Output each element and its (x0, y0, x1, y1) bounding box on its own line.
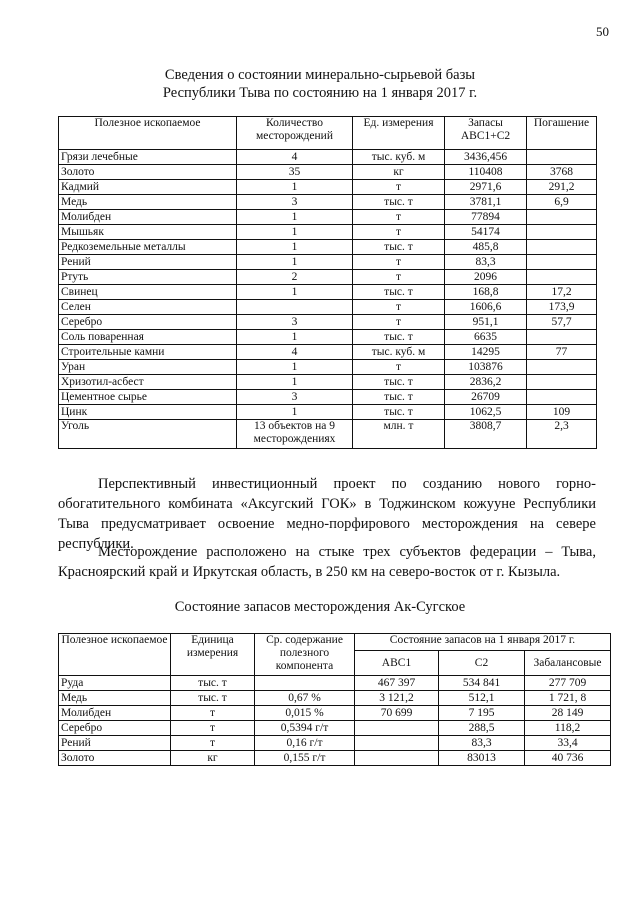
table1-cell-deposits: 3 (237, 390, 353, 405)
table1-cell-reserves: 485,8 (445, 240, 527, 255)
table1-cell-deposits: 3 (237, 195, 353, 210)
table2-row (59, 751, 611, 766)
table1-cell-mineral: Цинк (59, 405, 237, 420)
table2-cell-off-balance: 40 736 (525, 751, 611, 766)
table1-cell-mineral: Мышьяк (59, 225, 237, 240)
table2-cell-content: 0,16 г/т (255, 736, 355, 751)
table2-header-content: Ср. содержание полезного компонента (255, 634, 355, 676)
table1-cell-mineral: Грязи лечебные (59, 150, 237, 165)
table2-cell-c2: 83013 (439, 751, 525, 766)
table1-cell-mineral: Медь (59, 195, 237, 210)
table1-cell-reserves: 3808,7 (445, 420, 527, 449)
table1-row (59, 420, 597, 449)
table1-cell-depletion (527, 390, 597, 405)
table1-row (59, 150, 597, 165)
table1-row (59, 390, 597, 405)
table1-cell-mineral: Соль поваренная (59, 330, 237, 345)
table2-cell-c2: 534 841 (439, 676, 525, 691)
table1-cell-depletion (527, 255, 597, 270)
table1-header-reserves: Запасы АВС1+С2 (445, 117, 527, 150)
table2-row (59, 676, 611, 691)
table2-cell-abc1 (355, 751, 439, 766)
table1-cell-deposits: 1 (237, 375, 353, 390)
table1-cell-deposits: 35 (237, 165, 353, 180)
location-paragraph: Месторождение расположено на стыке трех субъектов федерации – Тыва, Красноярский край и Иркутская область, в 250 км на северо-восток от г. Кызыла. (58, 544, 596, 580)
table1-title-line2: Республики Тыва по состоянию на 1 января 2017 г. (162, 85, 478, 101)
table1-row (59, 180, 597, 195)
table1-header-depletion: Погашение (527, 117, 597, 150)
table1-cell-depletion (527, 225, 597, 240)
table2-cell-abc1: 3 121,2 (355, 691, 439, 706)
table1-cell-mineral: Строительные камни (59, 345, 237, 360)
table1-cell-depletion (527, 270, 597, 285)
table1-cell-unit: тыс. куб. м (353, 150, 445, 165)
table1-cell-depletion: 3768 (527, 165, 597, 180)
table1-cell-deposits: 1 (237, 255, 353, 270)
table1-cell-deposits: 2 (237, 270, 353, 285)
table1-header-row (59, 117, 597, 150)
table1-cell-deposits (237, 300, 353, 315)
table1-row (59, 210, 597, 225)
table1-row (59, 270, 597, 285)
table2-header-reserves: Состояние запасов на 1 января 2017 г. (355, 634, 611, 651)
table2-cell-unit: т (171, 706, 255, 721)
table1-row (59, 360, 597, 375)
table2-cell-off-balance: 28 149 (525, 706, 611, 721)
table1-cell-deposits: 13 объектов на 9 месторождениях (237, 420, 353, 449)
table1-cell-reserves: 103876 (445, 360, 527, 375)
table1-cell-reserves: 26709 (445, 390, 527, 405)
table1-cell-unit: тыс. т (353, 390, 445, 405)
table2-cell-mineral: Руда (59, 676, 171, 691)
table1-cell-mineral: Ртуть (59, 270, 237, 285)
table1-row (59, 345, 597, 360)
table2-cell-unit: тыс. т (171, 691, 255, 706)
table1-row (59, 240, 597, 255)
table2-cell-mineral: Молибден (59, 706, 171, 721)
page-number: 50 (596, 24, 609, 39)
table1-cell-reserves: 3781,1 (445, 195, 527, 210)
table1-cell-deposits: 1 (237, 210, 353, 225)
table1-cell-depletion (527, 150, 597, 165)
table1-cell-depletion: 57,7 (527, 315, 597, 330)
table1-cell-deposits: 1 (237, 180, 353, 195)
ak-sug-reserves-table (58, 633, 611, 766)
table1-cell-deposits: 1 (237, 225, 353, 240)
table2-row (59, 721, 611, 736)
table2-cell-mineral: Рений (59, 736, 171, 751)
table2-cell-off-balance: 1 721, 8 (525, 691, 611, 706)
table2-header-abc1: АВС1 (355, 651, 439, 676)
table1-cell-depletion: 291,2 (527, 180, 597, 195)
table2-cell-content: 0,5394 г/т (255, 721, 355, 736)
table1-cell-depletion: 2,3 (527, 420, 597, 449)
table1-cell-reserves: 54174 (445, 225, 527, 240)
table1-cell-depletion: 17,2 (527, 285, 597, 300)
table1-cell-unit: т (353, 225, 445, 240)
table1-cell-reserves: 168,8 (445, 285, 527, 300)
table2-header-row (59, 634, 611, 651)
table1-row (59, 315, 597, 330)
table1-cell-depletion (527, 360, 597, 375)
table1-cell-depletion: 6,9 (527, 195, 597, 210)
table1-cell-unit: тыс. т (353, 195, 445, 210)
table1-cell-deposits: 1 (237, 330, 353, 345)
table1-cell-unit: тыс. т (353, 375, 445, 390)
table1-cell-mineral: Серебро (59, 315, 237, 330)
table2-header-unit: Единица измерения (171, 634, 255, 676)
table2-cell-content: 0,015 % (255, 706, 355, 721)
table1-row (59, 330, 597, 345)
table1-cell-unit: кг (353, 165, 445, 180)
table1-cell-reserves: 83,3 (445, 255, 527, 270)
table1-cell-mineral: Молибден (59, 210, 237, 225)
table2-cell-off-balance: 33,4 (525, 736, 611, 751)
table1-cell-mineral: Свинец (59, 285, 237, 300)
table2-header-c2: С2 (439, 651, 525, 676)
table1-cell-unit: млн. т (353, 420, 445, 449)
table2-cell-unit: тыс. т (171, 676, 255, 691)
table1-cell-depletion (527, 210, 597, 225)
table1-row (59, 375, 597, 390)
table1-cell-reserves: 951,1 (445, 315, 527, 330)
table2-cell-content (255, 676, 355, 691)
table2-cell-content: 0,155 г/т (255, 751, 355, 766)
table1-cell-reserves: 3436,456 (445, 150, 527, 165)
table1-row (59, 285, 597, 300)
table2-header-off-balance: Забалансовые (525, 651, 611, 676)
table1-cell-reserves: 6635 (445, 330, 527, 345)
investment-paragraph: Перспективный инвестиционный проект по созданию нового горно-обогатительного комбината «Аксугский ГОК» в Тоджинском кожууне Республики Тыва предусматривает освоение медно-порфирового месторождения на севере республики. (58, 476, 596, 552)
table2-cell-c2: 7 195 (439, 706, 525, 721)
table1-cell-reserves: 2971,6 (445, 180, 527, 195)
table1-cell-depletion: 77 (527, 345, 597, 360)
table1-cell-deposits: 3 (237, 315, 353, 330)
table2-cell-off-balance: 277 709 (525, 676, 611, 691)
table2-row (59, 706, 611, 721)
table1-cell-mineral: Селен (59, 300, 237, 315)
table2-cell-unit: т (171, 721, 255, 736)
table2-header-mineral: Полезное ископаемое (59, 634, 171, 676)
table1-row (59, 195, 597, 210)
table2-row (59, 691, 611, 706)
table2-cell-unit: т (171, 736, 255, 751)
table2-cell-abc1 (355, 721, 439, 736)
table1-cell-unit: тыс. т (353, 240, 445, 255)
table1-header-mineral: Полезное ископаемое (59, 117, 237, 150)
table2-cell-mineral: Серебро (59, 721, 171, 736)
table1-cell-unit: тыс. т (353, 330, 445, 345)
table1-cell-deposits: 4 (237, 150, 353, 165)
table1-cell-unit: т (353, 180, 445, 195)
table2-cell-unit: кг (171, 751, 255, 766)
table1-cell-depletion (527, 240, 597, 255)
table1-cell-deposits: 1 (237, 405, 353, 420)
table2-cell-c2: 288,5 (439, 721, 525, 736)
table2-cell-off-balance: 118,2 (525, 721, 611, 736)
table1-header-deposits: Количество месторождений (237, 117, 353, 150)
table1-row (59, 255, 597, 270)
table1-cell-mineral: Кадмий (59, 180, 237, 195)
table1-cell-unit: тыс. т (353, 285, 445, 300)
table1-cell-unit: т (353, 210, 445, 225)
table2-cell-mineral: Золото (59, 751, 171, 766)
table2-cell-c2: 512,1 (439, 691, 525, 706)
table1-cell-depletion: 109 (527, 405, 597, 420)
table1-cell-depletion: 173,9 (527, 300, 597, 315)
table1-cell-mineral: Золото (59, 165, 237, 180)
table1-cell-mineral: Уран (59, 360, 237, 375)
table1-cell-mineral: Цементное сырье (59, 390, 237, 405)
table1-cell-unit: т (353, 255, 445, 270)
table1-row (59, 405, 597, 420)
table1-cell-deposits: 1 (237, 285, 353, 300)
mineral-resources-table (58, 116, 597, 449)
table2-title: Состояние запасов месторождения Ак-Сугское (174, 599, 466, 615)
table2-cell-abc1 (355, 736, 439, 751)
table1-cell-mineral: Хризотил-асбест (59, 375, 237, 390)
table1-cell-unit: т (353, 360, 445, 375)
table1-row (59, 165, 597, 180)
table1-cell-reserves: 2096 (445, 270, 527, 285)
table1-cell-depletion (527, 375, 597, 390)
table1-cell-unit: т (353, 300, 445, 315)
table2-cell-c2: 83,3 (439, 736, 525, 751)
table1-cell-unit: тыс. т (353, 405, 445, 420)
table1-cell-mineral: Редкоземельные металлы (59, 240, 237, 255)
table1-cell-deposits: 4 (237, 345, 353, 360)
table1-cell-unit: т (353, 315, 445, 330)
table1-cell-reserves: 110408 (445, 165, 527, 180)
table1-cell-reserves: 2836,2 (445, 375, 527, 390)
table2-cell-content: 0,67 % (255, 691, 355, 706)
table1-cell-unit: т (353, 270, 445, 285)
table1-cell-reserves: 14295 (445, 345, 527, 360)
table1-row (59, 225, 597, 240)
table2-row (59, 736, 611, 751)
table1-title-line1: Сведения о состоянии минерально-сырьевой базы (164, 67, 476, 83)
table1-cell-unit: тыс. куб. м (353, 345, 445, 360)
table1-cell-mineral: Уголь (59, 420, 237, 449)
table1-row (59, 300, 597, 315)
table1-cell-deposits: 1 (237, 360, 353, 375)
table1-title (0, 66, 640, 102)
table1-cell-reserves: 1062,5 (445, 405, 527, 420)
table1-cell-deposits: 1 (237, 240, 353, 255)
table1-header-unit: Ед. измерения (353, 117, 445, 150)
table1-cell-reserves: 77894 (445, 210, 527, 225)
table2-cell-mineral: Медь (59, 691, 171, 706)
table2-cell-abc1: 70 699 (355, 706, 439, 721)
table1-cell-mineral: Рений (59, 255, 237, 270)
table1-cell-depletion (527, 330, 597, 345)
table2-cell-abc1: 467 397 (355, 676, 439, 691)
table1-cell-reserves: 1606,6 (445, 300, 527, 315)
